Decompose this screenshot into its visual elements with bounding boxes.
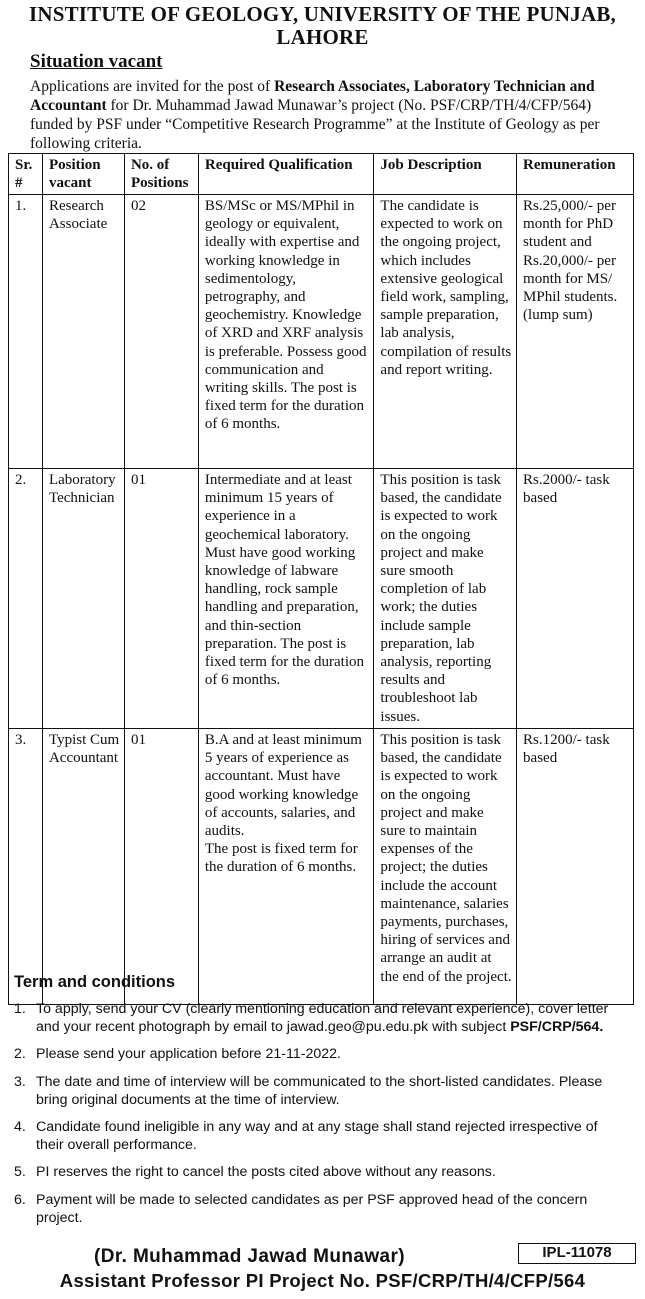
cell-count: 02 xyxy=(124,195,198,469)
term-text: Payment will be made to selected candidates as per PSF approved head of the concern project. xyxy=(36,1191,588,1226)
intro-posts: Research Associates, Laboratory Technician and Accountant xyxy=(30,78,595,114)
terms-heading: Term and conditions xyxy=(14,973,176,991)
terms-list xyxy=(14,1000,624,1236)
title-line-1: INSTITUTE OF GEOLOGY, UNIVERSITY OF THE PUNJAB, xyxy=(28,2,617,26)
list-item xyxy=(14,1073,624,1109)
header-job-description: Job Description xyxy=(374,154,517,195)
table-header-row xyxy=(9,154,634,195)
header-positions-count: No. of Positions xyxy=(124,154,198,195)
title-line-2: LAHORE xyxy=(276,25,369,49)
positions-table xyxy=(8,153,634,1005)
term-text xyxy=(36,1000,624,1036)
signatory-designation: Assistant Professor PI Project No. PSF/CRP/TH/4/CFP/564 xyxy=(59,1270,586,1291)
table-row xyxy=(9,195,634,469)
cell-count: 01 xyxy=(124,729,198,1005)
header-position: Position vacant xyxy=(42,154,124,195)
list-item xyxy=(14,1163,624,1181)
term-text: The date and time of interview will be communicated to the short-listed candidates. Please bring original documents at the time of interview. xyxy=(36,1073,603,1108)
table-row xyxy=(9,469,634,729)
list-item xyxy=(14,1000,624,1036)
term-subject: PSF/CRP/564. xyxy=(510,1019,604,1036)
table-row xyxy=(9,729,634,1005)
term-number: 2. xyxy=(14,1046,26,1063)
cell-qualification: Intermediate and at least minimum 15 years of experience in a geochemical laboratory. Must have good working knowledge of labware handling, rock sample handling and preparation, and thin-section preparation. The post is fixed term for the duration of 6 months. xyxy=(198,469,374,729)
term-text: Candidate found ineligible in any way and at any stage shall stand rejected irrespective of their overall performance. xyxy=(36,1119,598,1154)
cell-job-description: The candidate is expected to work on the ongoing project, which includes extensive geological field work, sampling, sample preparation, lab analysis, compilation of results and report writing. xyxy=(374,195,517,469)
intro-part-1: Applications are invited for the post of xyxy=(30,78,275,95)
cell-position: Typist Cum Accountant xyxy=(42,729,124,1005)
header-remuneration: Remuneration xyxy=(517,154,634,195)
cell-job-description: This position is task based, the candidate is expected to work on the ongoing project and make sure to maintain expenses of the project; the duties include the account maintenance, salaries payments, purchases, hiring of services and arrange an audit at the end of the project. xyxy=(374,729,517,1005)
intro-paragraph xyxy=(30,77,635,153)
term-number: 5. xyxy=(14,1164,26,1181)
cell-job-description: This position is task based, the candidate is expected to work on the ongoing project and make sure smooth completion of lab work; the duties include sample preparation, lab analysis, reporting results and troubleshoot lab issues. xyxy=(374,469,517,729)
cell-remuneration: Rs.2000/- task based xyxy=(517,469,634,729)
header-qualification: Required Qualification xyxy=(198,154,374,195)
term-text-body: To apply, send your CV (clearly mentioning education and relevant experience), cover letter and your recent photograph by email to jawad.geo@pu.edu.pk with subject xyxy=(36,1001,609,1036)
intro-part-2: for Dr. Muhammad Jawad Munawar’s project (No. PSF/CRP/TH/4/CFP/564) funded by PSF under “Competitive Research Programme” at the Institute of Geology as per following criteria. xyxy=(30,97,600,152)
institute-title xyxy=(0,3,645,49)
term-number: 6. xyxy=(14,1191,26,1208)
cell-remuneration: Rs.25,000/- per month for PhD student and Rs.20,000/- per month for MS/ MPhil students. (lump sum) xyxy=(517,195,634,469)
list-item xyxy=(14,1191,624,1227)
list-item xyxy=(14,1045,624,1063)
cell-position: Research Associate xyxy=(42,195,124,469)
ipl-code-badge: IPL-11078 xyxy=(518,1243,636,1264)
signatory-name: (Dr. Muhammad Jawad Munawar) xyxy=(94,1246,406,1267)
term-number: 4. xyxy=(14,1119,26,1136)
cell-count: 01 xyxy=(124,469,198,729)
term-text: Please send your application before 21-11-2022. xyxy=(36,1046,341,1063)
cell-position: Laboratory Technician xyxy=(42,469,124,729)
term-number: 1. xyxy=(14,1001,26,1017)
cell-remuneration: Rs.1200/- task based xyxy=(517,729,634,1005)
list-item xyxy=(14,1118,624,1154)
cell-qualification: BS/MSc or MS/MPhil in geology or equivalent, ideally with expertise and working knowledge in sedimentology, petrography, and geochemistry. Knowledge of XRD and XRF analysis is preferable. Possess good communication and writing skills. The post is fixed term for the duration of 6 months. xyxy=(198,195,374,469)
header-sr: Sr. # xyxy=(9,154,43,195)
cell-sr: 1. xyxy=(9,195,43,469)
cell-qualification: B.A and at least minimum 5 years of experience as accountant. Must have good working knowledge of accounts, salaries, and audits. The post is fixed term for the duration of 6 months. xyxy=(198,729,374,1005)
cell-sr: 2. xyxy=(9,469,43,729)
situation-vacant-heading: Situation vacant xyxy=(30,51,163,72)
cell-sr: 3. xyxy=(9,729,43,1005)
term-text: PI reserves the right to cancel the posts cited above without any reasons. xyxy=(36,1164,496,1181)
term-number: 3. xyxy=(14,1073,26,1090)
